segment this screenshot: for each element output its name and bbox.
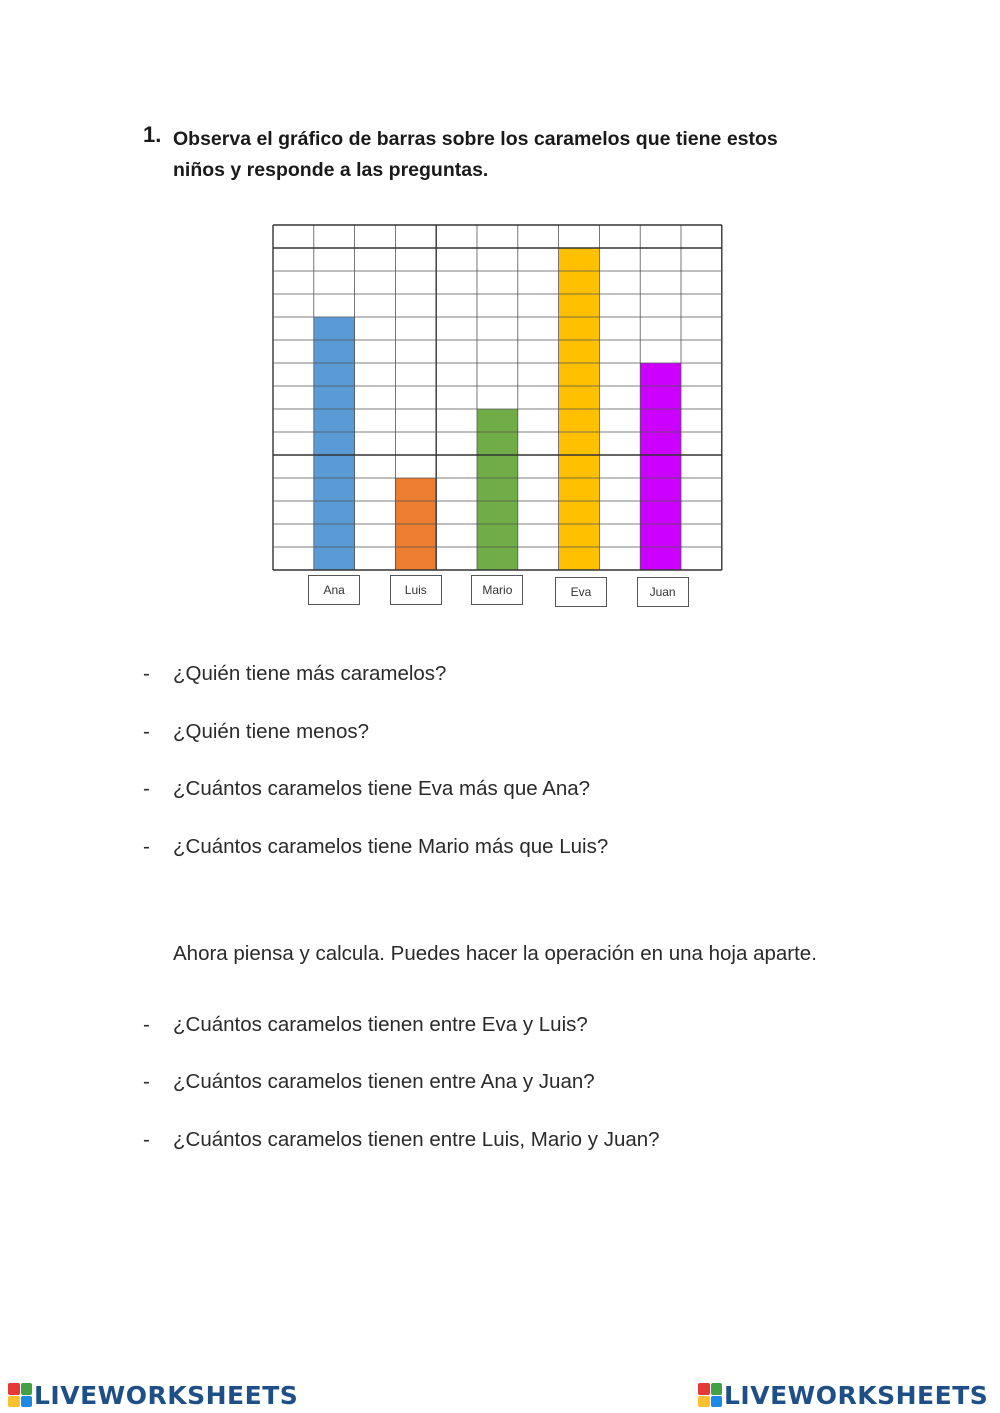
question-luis-mario-juan-sum (143, 1128, 963, 1152)
question-eva-luis-sum (143, 1013, 963, 1037)
question-dash: - (143, 1128, 150, 1151)
category-label-mario: Mario (471, 575, 523, 605)
question-dash: - (143, 1013, 150, 1036)
question-dash: - (143, 720, 150, 743)
bar-mario (477, 409, 518, 570)
question-dash: - (143, 1070, 150, 1093)
question-dash: - (143, 662, 150, 685)
instruction-text: Ahora piensa y calcula. Puedes hacer la operación en una hoja aparte. (173, 942, 817, 965)
brand-name: LIVEWORKSHEETS (34, 1380, 299, 1410)
brand-name: LIVEWORKSHEETS (724, 1380, 989, 1410)
category-label-juan: Juan (637, 577, 689, 607)
question-text: ¿Cuántos caramelos tienen entre Luis, Mario y Juan? (173, 1128, 660, 1151)
question-ana-juan-sum (143, 1070, 963, 1094)
question-text: ¿Cuántos caramelos tienen entre Ana y Juan? (173, 1070, 595, 1093)
bar-juan (640, 363, 681, 570)
category-label-luis: Luis (390, 575, 442, 605)
question-most (143, 662, 963, 686)
question-dash: - (143, 835, 150, 858)
question-text: ¿Cuántos caramelos tienen entre Eva y Luis? (173, 1013, 588, 1036)
category-label-ana: Ana (308, 575, 360, 605)
question-text: ¿Cuántos caramelos tiene Eva más que Ana? (173, 777, 591, 800)
liveworksheets-logo-icon (8, 1383, 32, 1407)
bar-ana (314, 317, 355, 570)
exercise-number: 1. (143, 122, 162, 147)
bar-chart (260, 215, 740, 615)
footer-brand-left (8, 1378, 298, 1412)
category-label-eva: Eva (555, 577, 607, 607)
footer-brand-right (698, 1378, 988, 1412)
question-least (143, 720, 963, 744)
liveworksheets-logo-icon (698, 1383, 722, 1407)
question-mario-vs-luis (143, 835, 963, 859)
question-text: ¿Quién tiene más caramelos? (173, 662, 447, 685)
question-eva-vs-ana (143, 777, 963, 801)
question-text: ¿Quién tiene menos? (173, 720, 370, 743)
question-dash: - (143, 777, 150, 800)
question-text: ¿Cuántos caramelos tiene Mario más que Luis? (173, 835, 609, 858)
exercise-title: Observa el gráfico de barras sobre los caramelos que tiene estos niños y responde a las preguntas. (173, 128, 778, 181)
